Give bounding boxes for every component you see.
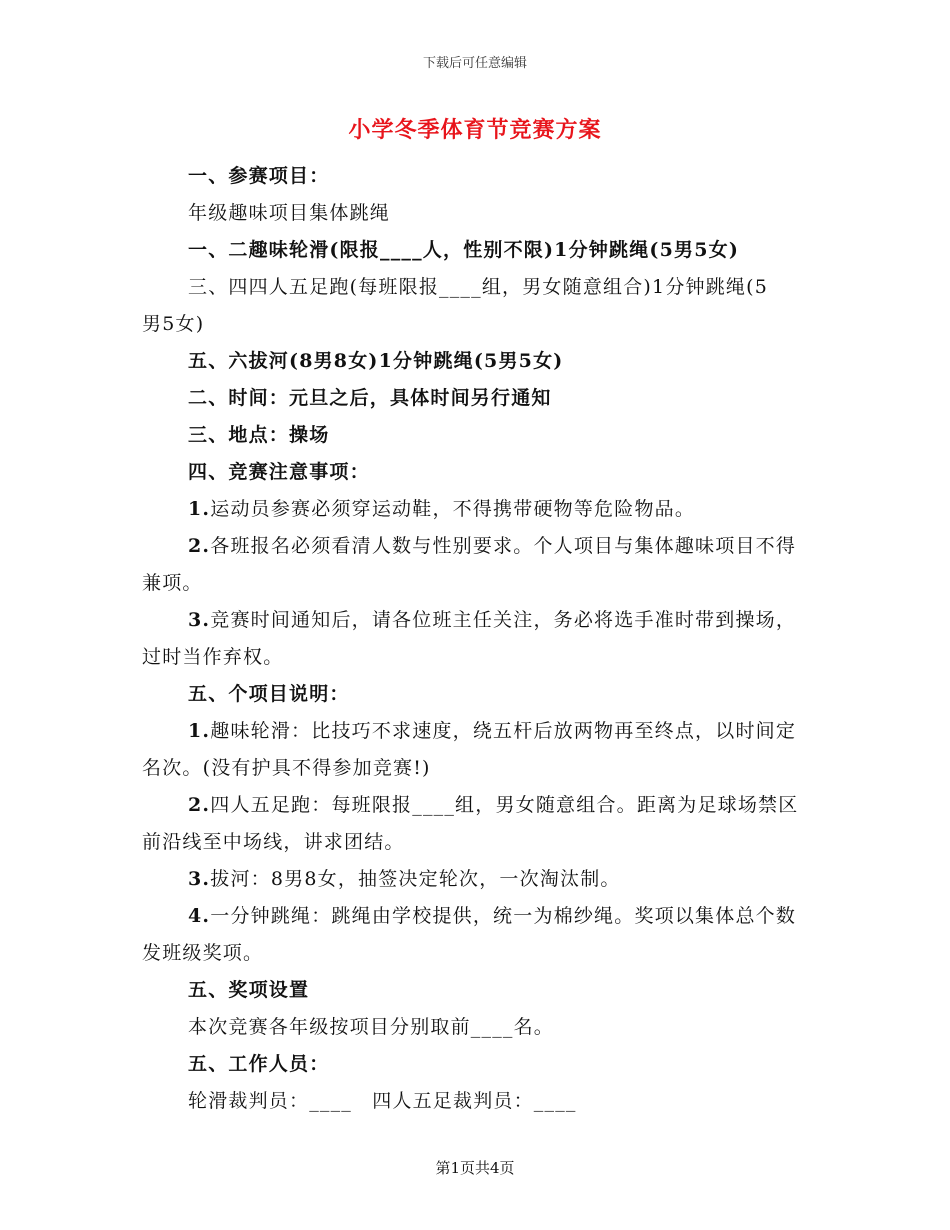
event-detail-number: 3. bbox=[188, 868, 211, 890]
document-body bbox=[142, 158, 810, 1120]
document-title: 小学冬季体育节竞赛方案 bbox=[348, 117, 602, 143]
section-heading-awards: 五、奖项设置 bbox=[188, 979, 310, 1001]
note-item-number: 3. bbox=[188, 609, 211, 631]
page-footer: 第1页共4页 bbox=[435, 1159, 515, 1177]
grade-5-6-events: 五、六拔河(8男8女)1分钟跳绳(5男5女) bbox=[188, 350, 564, 372]
staff-referees: 轮滑裁判员：____ 四人五足裁判员：____ bbox=[188, 1090, 577, 1112]
event-detail-number: 1. bbox=[188, 720, 211, 742]
event-detail-text: 趣味轮滑：比技巧不求速度，绕五杆后放两物再至终点，以时间定名次。(没有护具不得参加竞赛!) bbox=[142, 720, 797, 779]
note-item-1 bbox=[142, 491, 810, 528]
note-item-text: 运动员参赛必须穿运动鞋，不得携带硬物等危险物品。 bbox=[210, 498, 696, 520]
section-heading-location: 三、地点：操场 bbox=[188, 424, 330, 446]
section-heading-time: 二、时间：元旦之后，具体时间另行通知 bbox=[188, 387, 552, 409]
note-item-number: 2. bbox=[188, 535, 211, 557]
event-detail-3 bbox=[142, 861, 810, 898]
event-detail-2 bbox=[142, 787, 810, 861]
section-heading-event-details: 五、个项目说明： bbox=[188, 683, 350, 705]
event-detail-number: 2. bbox=[188, 794, 211, 816]
section-heading-events: 一、参赛项目： bbox=[188, 165, 330, 187]
event-detail-4 bbox=[142, 898, 810, 972]
event-detail-1 bbox=[142, 713, 810, 787]
section-heading-staff: 五、工作人员： bbox=[188, 1053, 330, 1075]
awards-text: 本次竞赛各年级按项目分别取前____名。 bbox=[188, 1016, 555, 1038]
event-detail-text: 四人五足跑：每班限报____组，男女随意组合。距离为足球场禁区前沿线至中场线，讲求团结。 bbox=[142, 794, 799, 853]
note-item-3 bbox=[142, 602, 810, 676]
event-detail-number: 4. bbox=[188, 905, 211, 927]
event-detail-text: 一分钟跳绳：跳绳由学校提供，统一为棉纱绳。奖项以集体总个数发班级奖项。 bbox=[142, 905, 797, 964]
note-item-text: 竞赛时间通知后，请各位班主任关注，务必将选手准时带到操场，过时当作弃权。 bbox=[142, 609, 797, 668]
event-detail-text: 拔河：8男8女，抽签决定轮次，一次淘汰制。 bbox=[210, 868, 621, 890]
note-item-text: 各班报名必须看清人数与性别要求。个人项目与集体趣味项目不得兼项。 bbox=[142, 535, 797, 594]
event-intro: 年级趣味项目集体跳绳 bbox=[188, 202, 391, 224]
grade-1-2-events: 一、二趣味轮滑(限报____人，性别不限)1分钟跳绳(5男5女) bbox=[188, 239, 740, 261]
grade-3-4-events-cont: 男5女) bbox=[142, 313, 205, 335]
grade-3-4-events: 三、四四人五足跑(每班限报____组，男女随意组合)1分钟跳绳(5 bbox=[188, 276, 769, 298]
note-item-number: 1. bbox=[188, 498, 211, 520]
section-heading-notes: 四、竞赛注意事项： bbox=[188, 461, 370, 483]
page-header-note: 下载后可任意编辑 bbox=[422, 56, 527, 71]
note-item-2 bbox=[142, 528, 810, 602]
